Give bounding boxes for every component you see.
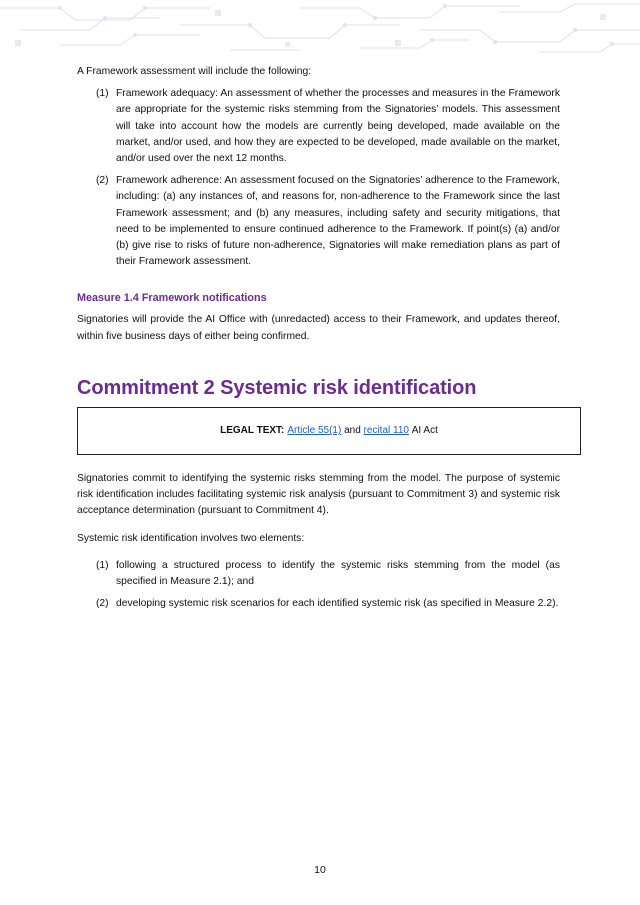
article-link[interactable]: Article 55(1) bbox=[287, 425, 342, 437]
measure-heading: Measure 1.4 Framework notifications bbox=[77, 292, 267, 305]
list-item-number: (2) bbox=[96, 175, 109, 187]
list-item bbox=[77, 173, 560, 270]
framework-assessment-intro: A Framework assessment will include the following: bbox=[77, 66, 312, 77]
elements-intro: Systemic risk identification involves two elements: bbox=[77, 533, 305, 545]
list-item-number: (1) bbox=[96, 559, 109, 571]
measure-text: Signatories will provide the AI Office with (unredacted) access to their Framework, and updates thereof, within five business days of either being confirmed. bbox=[77, 314, 560, 342]
elements-list bbox=[77, 558, 560, 613]
framework-assessment-list bbox=[77, 86, 560, 270]
list-item-text: Framework adequacy: An assessment of whether the processes and measures in the Framework are appropriate for the systemic risks stemming from the Signatories’ models. This assessment will take into account how the models are currently being developed, made available on the market, and/or used, and how they are expected to be developed, made available on the market, and/or used over the next 12 months. bbox=[116, 88, 560, 165]
list-item-text: Framework adherence: An assessment focused on the Signatories’ adherence to the Framework, including: (a) any instances of, and reasons for, non-adherence to the Framework since the last Framework assessment; and (b) any measures, including safety and security mitigations, that need to be implemented to ensure continued adherence to the Framework. If point(s) (a) and/or (b) give rise to risks of future non-adherence, Signatories will make remediation plans as part of their Framework assessment. bbox=[116, 175, 560, 268]
list-item bbox=[77, 86, 560, 167]
legal-text-label: LEGAL TEXT: bbox=[220, 425, 285, 437]
legal-text-box bbox=[77, 407, 581, 455]
legal-text-and: and bbox=[344, 425, 361, 437]
list-item bbox=[77, 558, 560, 590]
commitment-paragraph: Signatories commit to identifying the systemic risks stemming from the model. The purpose of systemic risk identification includes facilitating systemic risk analysis (pursuant to Commitment 3) and systemic risk acceptance determination (pursuant to Commitment 4). bbox=[77, 472, 560, 517]
page-number: 10 bbox=[314, 864, 326, 876]
commitment-heading: Commitment 2 Systemic risk identification bbox=[77, 376, 477, 399]
list-item-text: following a structured process to identify the systemic risks stemming from the model (as specified in Measure 2.1); and bbox=[116, 559, 560, 587]
legal-text-suffix: AI Act bbox=[411, 425, 438, 437]
list-item-number: (2) bbox=[96, 598, 109, 610]
list-item-text: developing systemic risk scenarios for each identified systemic risk (as specified in Measure 2.2). bbox=[116, 598, 559, 610]
list-item bbox=[77, 596, 560, 612]
recital-link[interactable]: recital 110 bbox=[363, 425, 409, 437]
header-circuit-decoration bbox=[0, 0, 640, 60]
list-item-number: (1) bbox=[96, 88, 109, 100]
document-page bbox=[77, 64, 560, 618]
